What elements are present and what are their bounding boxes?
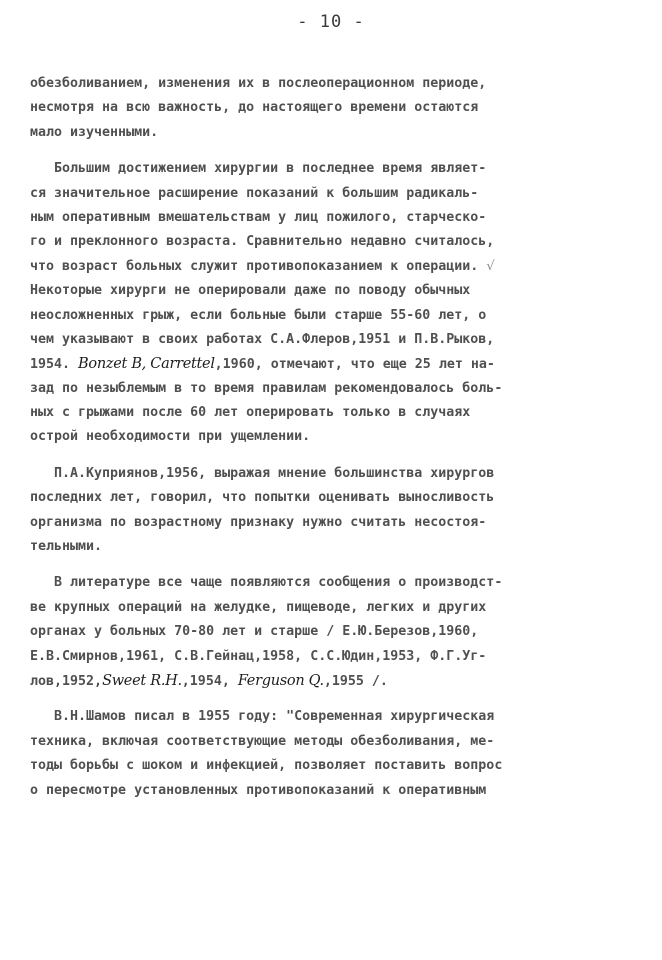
page-number: - 10 - [297,12,365,32]
text-line [30,328,640,352]
typed-text: ,1960, отмечают, что еще 25 лет на- [214,357,495,373]
typed-text: ,1954, [181,673,238,689]
text-line [30,230,640,254]
check-mark-annotation: √ [486,258,495,274]
text-line [30,669,640,693]
typed-text: обезболиванием, изменения их в послеоперационном периоде, [30,76,487,91]
paragraph-gap [30,145,640,157]
text-line [30,730,640,754]
typed-text: зад по незыблемым в то время правилам рекомендовалось боль- [30,380,503,396]
typed-text: П.А.Куприянов,1956, выражая мнение большинства хирургов [30,465,495,481]
typed-text: ве крупных операций на желудке, пищеводе, легких и других [30,599,487,615]
handwritten-annotation: Ferguson Q. [237,672,324,689]
text-line [30,754,640,778]
text-line [30,779,640,803]
text-line [30,72,640,96]
text-line [30,377,640,401]
typed-text: организма по возрастному признаку нужно считать несостоя- [30,514,487,530]
typed-text: неосложненных грыж, если больные были старше 55-60 лет, о [30,307,487,323]
text-line [30,571,640,595]
handwritten-annotation: Bonzet B, Carrettel [78,356,215,373]
text-line [30,486,640,510]
typed-text: лов,1952, [30,673,103,689]
text-line [30,425,640,449]
typed-text: острой необходимости при ущемлении. [30,429,311,445]
typed-text: техника, включая соответствующие методы обезболивания, ме- [30,733,495,749]
text-line [30,279,640,303]
document-body [30,72,640,803]
typed-text: мало изученными. [30,124,159,140]
text-line [30,705,640,729]
text-line [30,620,640,644]
text-line [30,352,640,376]
text-line [30,96,640,120]
typed-text: о пересмотре установленных противопоказаний к оперативным [30,782,487,798]
text-line [30,255,640,279]
typed-text: Е.В.Смирнов,1961, С.В.Гейнац,1958, С.С.Юдин,1953, Ф.Г.Уг- [30,648,487,664]
typed-text: Некоторые хирурги не оперировали даже по поводу обычных [30,283,471,299]
typed-text: что возраст больных служит противопоказанием к операции. [30,258,487,274]
typed-text: ,1955 /. [323,673,388,689]
text-line [30,304,640,328]
typed-text: ся значительное расширение показаний к большим радикаль- [30,185,479,201]
typed-text: тоды борьбы с шоком и инфекцией, позволяет поставить вопрос [30,758,503,774]
paragraph-gap [30,693,640,705]
typed-text: несмотря на всю важность, до настоящего времени остаются [30,100,479,116]
typed-text: 1954. [30,357,79,373]
text-line [30,182,640,206]
text-line [30,462,640,486]
text-line [30,535,640,559]
typed-text: ным оперативным вмешательствам у лиц пожилого, старческо- [30,209,487,225]
typed-text: го и преклонного возраста. Сравнительно недавно считалось, [30,234,495,250]
typed-text: тельными. [30,539,103,555]
handwritten-annotation: Sweet R.H. [102,672,182,689]
typed-text: чем указывают в своих работах С.А.Флеров,1951 и П.В.Рыков, [30,331,495,347]
typed-text: последних лет, говорил, что попытки оценивать выносливость [30,490,495,506]
text-line [30,511,640,535]
text-line [30,401,640,425]
typed-text: Большим достижением хирургии в последнее время являет- [30,161,487,177]
paragraph-gap [30,450,640,462]
typed-text: В литературе все чаще появляются сообщения о производст- [30,575,503,591]
typed-text: В.Н.Шамов писал в 1955 году: "Современная хирургическая [30,709,495,725]
text-line [30,206,640,230]
text-line [30,645,640,669]
paragraph-gap [30,559,640,571]
text-line [30,596,640,620]
typed-text: ных с грыжами после 60 лет оперировать только в случаях [30,405,471,421]
typed-text: органах у больных 70-80 лет и старше / Е.Ю.Березов,1960, [30,624,479,640]
text-line [30,157,640,181]
text-line [30,121,640,145]
